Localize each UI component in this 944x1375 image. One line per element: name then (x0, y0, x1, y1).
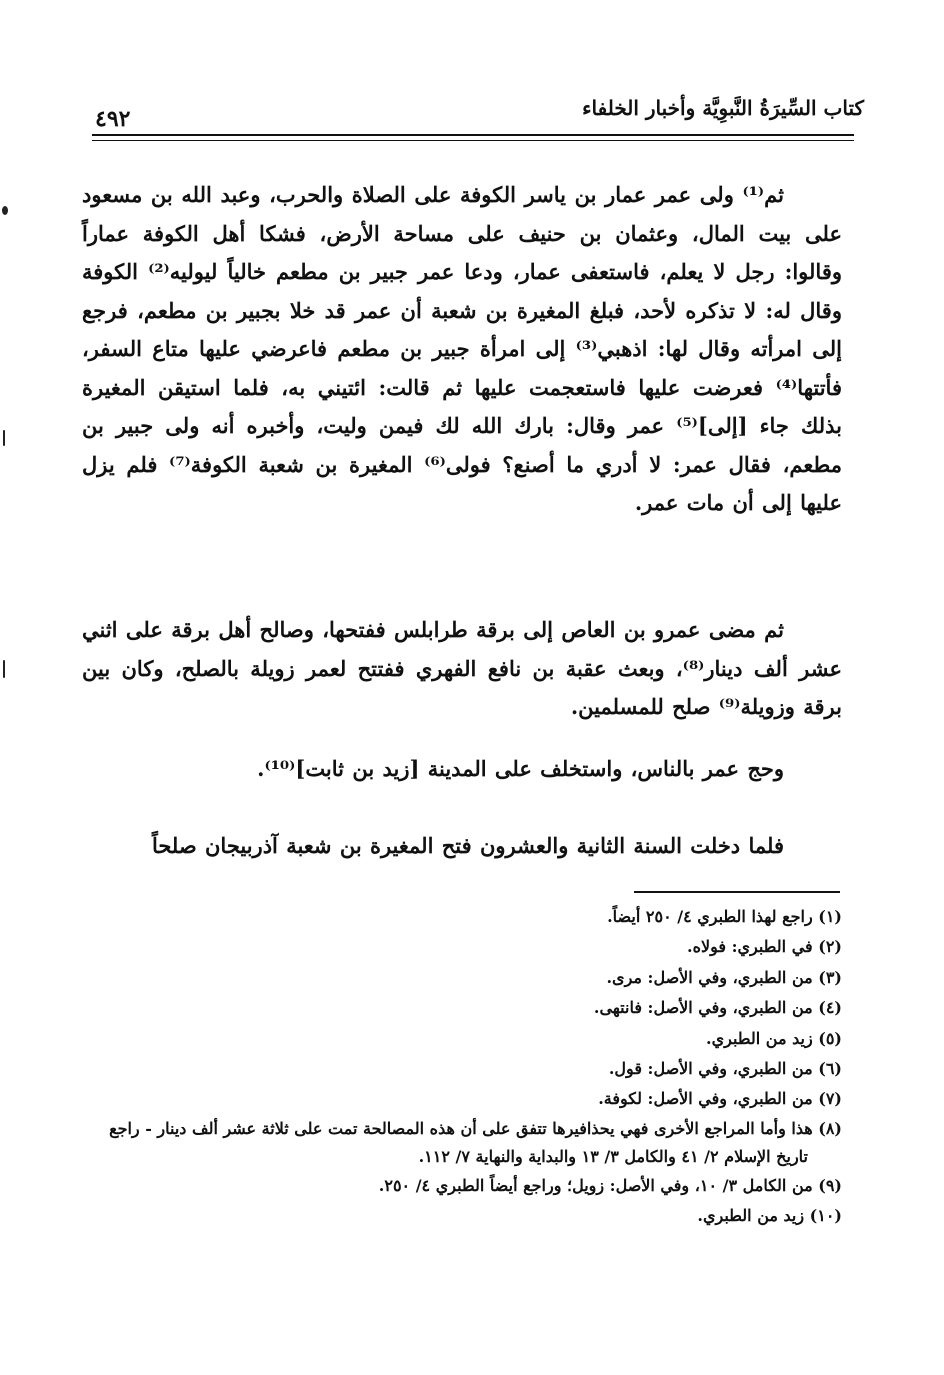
footnote: (١٠) زيد من الطبري. (697, 1206, 842, 1226)
footnote: (٤) من الطبري، وفي الأصل: فانتهى. (593, 998, 842, 1018)
footnote-separator (634, 891, 840, 893)
scan-speck (3, 660, 5, 678)
body-paragraph (82, 176, 842, 596)
footnote: (٩) من الكامل ٣/ ١٠، وفي الأصل: زويل؛ وراجع أيضاً الطبري ٤/ ٢٥٠. (378, 1175, 842, 1195)
paragraph-text: فلما دخلت السنة الثانية والعشرون فتح المغيرة بن شعبة آذربيجان صلحاً (151, 833, 784, 858)
footnote: (٥) زيد من الطبري. (706, 1028, 842, 1048)
footnote: (٢) في الطبري: فولاه. (687, 937, 842, 957)
paragraph-text: ثم⁽¹⁾ ولى عمر عمار بن ياسر الكوفة على الصلاة والحرب، وعبد الله بن مسعود على بيت المال، وعثمان بن حنيف على مساحة الأرض، فشكا أهل الكوفة عماراً وقالوا: رجل لا يعلم، فاستعفى عمار، ودعا عمر جبير بن مطعم خالياً ليوليه⁽²⁾ الكوفة وقال له: لا تذكره لأحد، فبلغ المغيرة بن شعبة أن عمر قد خلا بجبير بن مطعم، فرجع إلى امرأته وقال لها: اذهبي⁽³⁾ إلى امرأة جبير بن مطعم فاعرضي عليها متاع السفر، فأتتها⁽⁴⁾ فعرضت عليها فاستعجمت عليها ثم قالت: ائتيني به، فلما استيقن المغيرة بذلك جاء [إلى]⁽⁵⁾ عمر وقال: بارك الله لك فيمن وليت، وأخبره أنه ولى جبير بن مطعم، فقال عمر: لا أدري ما أصنع؟ فولى⁽⁶⁾ المغيرة بن شعبة الكوفة⁽⁷⁾ فلم يزل عليها إلى أن مات عمر. (82, 182, 843, 515)
page-number: ٤٩٢ (95, 106, 131, 132)
header-rule-thick (92, 134, 854, 136)
body-paragraph (82, 611, 842, 741)
paragraph-text: ثم مضى عمرو بن العاص إلى برقة طرابلس ففتحها، وصالح أهل برقة على اثني عشر ألف دينار⁽⁸⁾، وبعث عقبة بن نافع الفهري ففتتح لعمر زويلة بالصلح، وكان بين برقة وزويلة⁽⁹⁾ صلح للمسلمين. (82, 617, 842, 719)
running-header-title: كتاب السِّيرَةُ النَّبوِيَّة وأخبار الخلفاء (582, 96, 864, 120)
paragraph-text: وحج عمر بالناس، واستخلف على المدينة [زيد بن ثابت]⁽¹⁰⁾. (257, 756, 784, 781)
footnote: (٦) من الطبري، وفي الأصل: قول. (608, 1059, 842, 1079)
body-paragraph (82, 750, 842, 794)
footnote: (٧) من الطبري، وفي الأصل: لكوفة. (598, 1089, 842, 1109)
body-paragraph (82, 827, 842, 871)
scan-speck (2, 206, 8, 215)
footnote: (٣) من الطبري، وفي الأصل: مرى. (606, 967, 842, 987)
scan-speck (3, 430, 5, 446)
footnote: (١) راجع لهذا الطبري ٤/ ٢٥٠ أيضاً. (607, 907, 842, 926)
header-rule-thin (92, 140, 854, 141)
footnote: (٨) هذا وأما المراجع الأخرى فهي يحذافيرها تتفق على أن هذه المصالحة تمت على ثلاثة عشر ألف دينار - راجع تاريخ الإسلام ٢/ ٤١ والكامل ٣/ ١٣ والبداية والنهاية ٧/ ١١٢. (109, 1118, 842, 1166)
footnotes (80, 902, 842, 1232)
